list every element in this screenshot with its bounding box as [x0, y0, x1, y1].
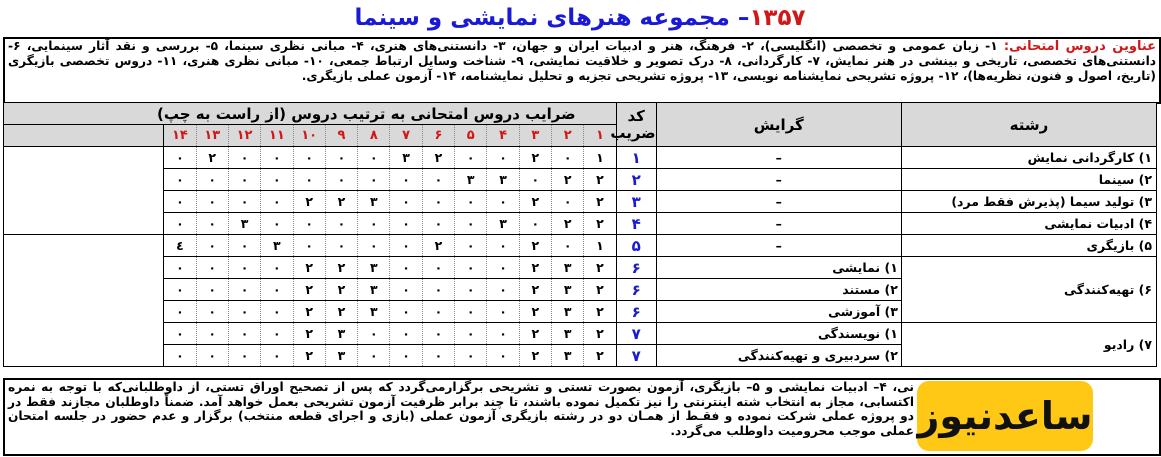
coefficient-cell: ۰ [455, 191, 487, 213]
coefficient-cell: ۰ [164, 301, 196, 323]
coefficient-cell: ۰ [487, 147, 519, 169]
orientation-cell: ۱) نویسندگی [656, 323, 901, 345]
coefficient-cell: ۲ [519, 301, 551, 323]
coefficient-cell: ۲ [584, 169, 616, 191]
coefficient-cell: ۰ [196, 279, 228, 301]
coefficient-cell: ۰ [487, 191, 519, 213]
coefficient-cell: ۰ [196, 213, 228, 235]
coefficient-cell: ۰ [390, 345, 422, 367]
coefficient-cell: ۰ [196, 323, 228, 345]
code-cell: ۴ [616, 213, 656, 235]
coefficient-cell: ۰ [164, 213, 196, 235]
code-cell: ۵ [616, 235, 656, 257]
code-cell: ۷ [616, 323, 656, 345]
coefficient-cell: ۲ [519, 191, 551, 213]
title-number: ۱۳۵۷ [749, 5, 806, 31]
blank-cell [4, 235, 164, 367]
coefficient-cell: ۰ [390, 301, 422, 323]
table-row [4, 235, 1157, 257]
coefficient-cell: ۳ [228, 213, 260, 235]
coefficient-cell: ۲ [519, 345, 551, 367]
field-cell: ۶) تهیه‌کنندگی [901, 257, 1156, 323]
coefficient-cell: ۰ [164, 191, 196, 213]
field-cell: ۵) بازیگری [901, 235, 1156, 257]
coefficient-cell: ۱ [584, 235, 616, 257]
coefficient-cell: ۰ [228, 147, 260, 169]
coefficient-cell: ۰ [519, 213, 551, 235]
course-number: ۱۳ [196, 125, 228, 147]
coefficient-cell: ۰ [455, 257, 487, 279]
coefficient-cell: ۰ [358, 213, 390, 235]
coefficient-cell: ۰ [261, 345, 293, 367]
coefficient-cell: ۰ [422, 257, 454, 279]
coefficient-cell: ۰ [196, 169, 228, 191]
page-title [0, 2, 1160, 34]
coefficient-cell: ۲ [584, 323, 616, 345]
coefficient-cell: ۳ [358, 279, 390, 301]
coefficient-cell: ۲ [325, 279, 357, 301]
coefficient-cell: ۰ [390, 235, 422, 257]
coefficient-cell: ۲ [519, 235, 551, 257]
coefficient-cell: ۰ [455, 301, 487, 323]
coefficient-cell: ۲ [422, 147, 454, 169]
coefficient-cell: ۰ [552, 235, 584, 257]
course-number: ۱ [584, 125, 616, 147]
coefficient-cell: ۳ [552, 301, 584, 323]
title-text: – مجموعه هنرهای نمایشی و سینما [354, 5, 750, 31]
coefficient-cell: ۲ [325, 257, 357, 279]
coefficient-cell: ۰ [164, 345, 196, 367]
table-row [4, 147, 1157, 169]
header-coefficients: ضرایب دروس امتحانی به ترتیب دروس (از راست به چپ) [4, 103, 617, 125]
coefficient-cell: ۰ [261, 191, 293, 213]
course-number: ۱۱ [261, 125, 293, 147]
code-cell: ۲ [616, 169, 656, 191]
exam-subjects-box [3, 37, 1161, 104]
blank-header-cell [4, 125, 164, 147]
table-row [4, 323, 1157, 345]
code-cell: ۶ [616, 257, 656, 279]
coefficient-cell: ۰ [358, 147, 390, 169]
coefficient-cell: ۲ [519, 257, 551, 279]
coefficient-cell: ۰ [261, 301, 293, 323]
exam-subjects-text: ۱- زبان عمومی و تخصصی (انگلیسی)، ۲- فرهنگ، هنر و ادبیات ایران و جهان، ۳- دانستنی‌های هنری، ۴- مبانی نظری سینما، ۵- بررسی و نقد آثار سینمایی، ۶- دانستنی‌های تخصصی، تاریخی و بینشی در هنر نمایش، ۷- کارگردانی، ۸- درک تصویر و خلاقیت نمایشی، ۹- شناخت وسایل ارتباط جمعی، ۱۰- مبانی نظری هنری، ۱۱- دروس تخصصی بازیگری (تاریخ، اصول و فنون، نظریه‌ها)، ۱۲- پروژه تشریحی نمایشنامه نویسی، ۱۳- پروژه تشریحی تجزیه و تحلیل نمایشنامه، ۱۴- آزمون عملی بازیگری. [8, 39, 1157, 83]
code-cell: ۷ [616, 345, 656, 367]
course-number: ۱۲ [228, 125, 260, 147]
coefficient-cell: ۲ [584, 345, 616, 367]
coefficient-cell: ۰ [455, 147, 487, 169]
coefficient-cell: ۰ [261, 257, 293, 279]
coefficient-cell: ۰ [519, 169, 551, 191]
coefficient-cell: ۳ [325, 345, 357, 367]
coefficient-cell: ۳ [390, 147, 422, 169]
coefficient-cell: ۳ [552, 345, 584, 367]
table-row [4, 191, 1157, 213]
field-cell: ۷) رادیو [901, 323, 1156, 367]
coefficient-cell: ۰ [325, 235, 357, 257]
coefficient-cell: ۰ [390, 257, 422, 279]
coefficient-cell: ۲ [293, 323, 325, 345]
coefficient-cell: ۰ [390, 323, 422, 345]
coefficient-cell: ۰ [422, 169, 454, 191]
coefficient-cell: ۰ [293, 213, 325, 235]
coefficient-cell: ۰ [358, 235, 390, 257]
coefficient-cell: ۰ [390, 169, 422, 191]
coefficient-cell: ۰ [455, 213, 487, 235]
coefficient-cell: ۰ [325, 169, 357, 191]
coefficient-cell: ۰ [293, 235, 325, 257]
coefficient-cell: ۰ [422, 213, 454, 235]
coefficient-cell: ۰ [228, 345, 260, 367]
coefficient-cell: ۰ [261, 169, 293, 191]
course-number: ۷ [390, 125, 422, 147]
coefficient-cell: ۲ [519, 279, 551, 301]
coefficient-cell: ۰ [455, 345, 487, 367]
exam-subjects-label: عناوین دروس امتحانی: [1003, 39, 1157, 54]
header-row [4, 103, 1157, 125]
coefficient-cell: ۰ [358, 169, 390, 191]
coefficient-cell: ۰ [228, 279, 260, 301]
orientation-cell: – [656, 147, 901, 169]
coefficient-cell: ۰ [325, 147, 357, 169]
coefficient-cell: ۳ [552, 323, 584, 345]
coefficient-cell: ۲ [584, 213, 616, 235]
coefficient-cell: ۰ [164, 257, 196, 279]
coefficient-cell: ۰ [422, 279, 454, 301]
coefficient-cell: ۰ [196, 235, 228, 257]
coefficient-cell: ۲ [293, 301, 325, 323]
coefficient-cell: ۰ [487, 279, 519, 301]
coefficient-cell: ۰ [455, 279, 487, 301]
field-cell: ۴) ادبیات نمایشی [901, 213, 1156, 235]
coefficient-cell: ۰ [261, 279, 293, 301]
coefficient-cell: ۳ [358, 301, 390, 323]
coefficient-cell: ۲ [293, 279, 325, 301]
coefficient-cell: ۲ [293, 257, 325, 279]
coefficient-cell: ۲ [552, 169, 584, 191]
coefficient-cell: ۳ [261, 235, 293, 257]
coefficient-cell: ۰ [390, 213, 422, 235]
coefficient-cell: ۰ [164, 147, 196, 169]
orientation-cell: ۱) نمایشی [656, 257, 901, 279]
orientation-cell: – [656, 235, 901, 257]
coefficient-cell: ۰ [228, 323, 260, 345]
blank-cell [4, 147, 164, 235]
coefficient-cell: ۳ [552, 279, 584, 301]
coefficient-cell: ۲ [293, 345, 325, 367]
coefficient-cell: ۰ [455, 323, 487, 345]
course-number: ۶ [422, 125, 454, 147]
coefficient-cell: ۳ [552, 257, 584, 279]
header-code: کد ضریب [616, 103, 656, 147]
coefficient-cell: ۰ [422, 323, 454, 345]
course-number: ۹ [325, 125, 357, 147]
coefficient-cell: ۲ [584, 191, 616, 213]
coefficient-cell: ۰ [196, 257, 228, 279]
coefficient-cell: ۳ [325, 323, 357, 345]
coefficient-cell: ۳ [487, 213, 519, 235]
course-number: ۲ [552, 125, 584, 147]
coefficient-cell: ۰ [455, 235, 487, 257]
coefficient-cell: ۰ [261, 323, 293, 345]
field-cell: ۳) تولید سیما (پذیرش فقط مرد) [901, 191, 1156, 213]
footnote: نی، ۴– ادبیات نمایشی و ۵– بازیگری، آزمون بصورت تستی و تشریحی برگزارمی‌گردد که پس از تصحیح اوراق تستی، از داوطلبانی‌که با توجه به نمره اکتسابی، مجاز به انتخاب شته اینترنتی را نیز تکمیل نموده باشند، تا چند برابر ظرفیت آزمون تشریحی بعمل خواهد آمد. ضمناً داوطلبان مجازند فقط در دو پروژه عملی شرکت نموده و فقـط از همـان دو در رشته بازیگری آزمون عملی (بازی و اجرای قطعه منتخب) برگزار و عدم حضور در جلسه امتحان عملی موجب محرومیت داوطلب می‌گردد. [8, 380, 914, 438]
coefficient-cell: ۲ [196, 147, 228, 169]
coefficient-cell: ۰ [228, 169, 260, 191]
coefficient-cell: ۱ [584, 147, 616, 169]
coefficient-cell: ۰ [196, 345, 228, 367]
course-number: ۸ [358, 125, 390, 147]
coefficient-cell: ۰ [422, 345, 454, 367]
course-number: ۱۰ [293, 125, 325, 147]
coefficient-cell: ۰ [325, 213, 357, 235]
coefficient-cell: ۲ [325, 191, 357, 213]
header-orientation: گرایش [656, 103, 901, 147]
coefficient-cell: ۰ [487, 323, 519, 345]
watermark-text: ساعدنیوز [917, 394, 1093, 438]
table-row [4, 257, 1157, 279]
orientation-cell: – [656, 191, 901, 213]
coefficient-cell: ۰ [358, 345, 390, 367]
orientation-cell: ۲) مستند [656, 279, 901, 301]
course-number: ۵ [455, 125, 487, 147]
table-row [4, 169, 1157, 191]
course-number: ۱۴ [164, 125, 196, 147]
coefficient-cell: ۰ [261, 147, 293, 169]
coefficient-cell: ۲ [552, 213, 584, 235]
coefficient-cell: ۰ [228, 191, 260, 213]
coefficient-cell: ۰ [293, 147, 325, 169]
orientation-cell: – [656, 213, 901, 235]
coefficient-cell: ۰ [228, 301, 260, 323]
coefficient-cell: ۲ [519, 147, 551, 169]
coefficient-cell: ۰ [164, 169, 196, 191]
coefficient-cell: ۰ [196, 301, 228, 323]
coefficient-cell: ۰ [487, 301, 519, 323]
coefficient-cell: ۳ [487, 169, 519, 191]
coefficient-cell: ۰ [293, 169, 325, 191]
coefficient-cell: ۰ [228, 257, 260, 279]
coefficient-cell: ۰ [358, 323, 390, 345]
coefficient-cell: ۲ [293, 191, 325, 213]
coefficient-cell: ۰ [196, 191, 228, 213]
coefficient-cell: ۳ [358, 257, 390, 279]
code-cell: ۳ [616, 191, 656, 213]
coefficient-cell: ۰ [228, 235, 260, 257]
code-cell: ۱ [616, 147, 656, 169]
coefficient-cell: ۲ [584, 301, 616, 323]
orientation-cell: ۲) سردبیری و تهیه‌کنندگی [656, 345, 901, 367]
coefficient-cell: ۰ [422, 301, 454, 323]
table-row [4, 213, 1157, 235]
coefficient-cell: ۰ [552, 147, 584, 169]
course-number: ۳ [519, 125, 551, 147]
coefficient-cell: ۲ [519, 323, 551, 345]
field-cell: ۲) سینما [901, 169, 1156, 191]
coefficient-cell: ۰ [261, 213, 293, 235]
coefficient-cell: ۳ [358, 191, 390, 213]
code-cell: ۶ [616, 301, 656, 323]
coefficient-cell: ۰ [487, 235, 519, 257]
coefficient-cell: ۰ [487, 257, 519, 279]
coefficient-cell: ۲ [422, 235, 454, 257]
coefficient-cell: ٤ [164, 235, 196, 257]
coefficient-cell: ۰ [487, 345, 519, 367]
coefficient-cell: ۲ [584, 279, 616, 301]
code-cell: ۶ [616, 279, 656, 301]
watermark-logo [917, 381, 1093, 451]
coefficient-cell: ۲ [584, 257, 616, 279]
course-number: ۴ [487, 125, 519, 147]
coefficient-cell: ۰ [552, 191, 584, 213]
coefficients-table [3, 102, 1157, 367]
coefficient-cell: ۰ [164, 323, 196, 345]
coefficient-cell: ۲ [325, 301, 357, 323]
coefficient-cell: ۳ [455, 169, 487, 191]
header-field: رشته [901, 103, 1156, 147]
coefficient-cell: ۰ [164, 279, 196, 301]
coefficient-cell: ۰ [390, 279, 422, 301]
field-cell: ۱) کارگردانی نمایش [901, 147, 1156, 169]
coefficient-cell: ۰ [390, 191, 422, 213]
orientation-cell: – [656, 169, 901, 191]
orientation-cell: ۳) آموزشی [656, 301, 901, 323]
coefficient-cell: ۰ [422, 191, 454, 213]
